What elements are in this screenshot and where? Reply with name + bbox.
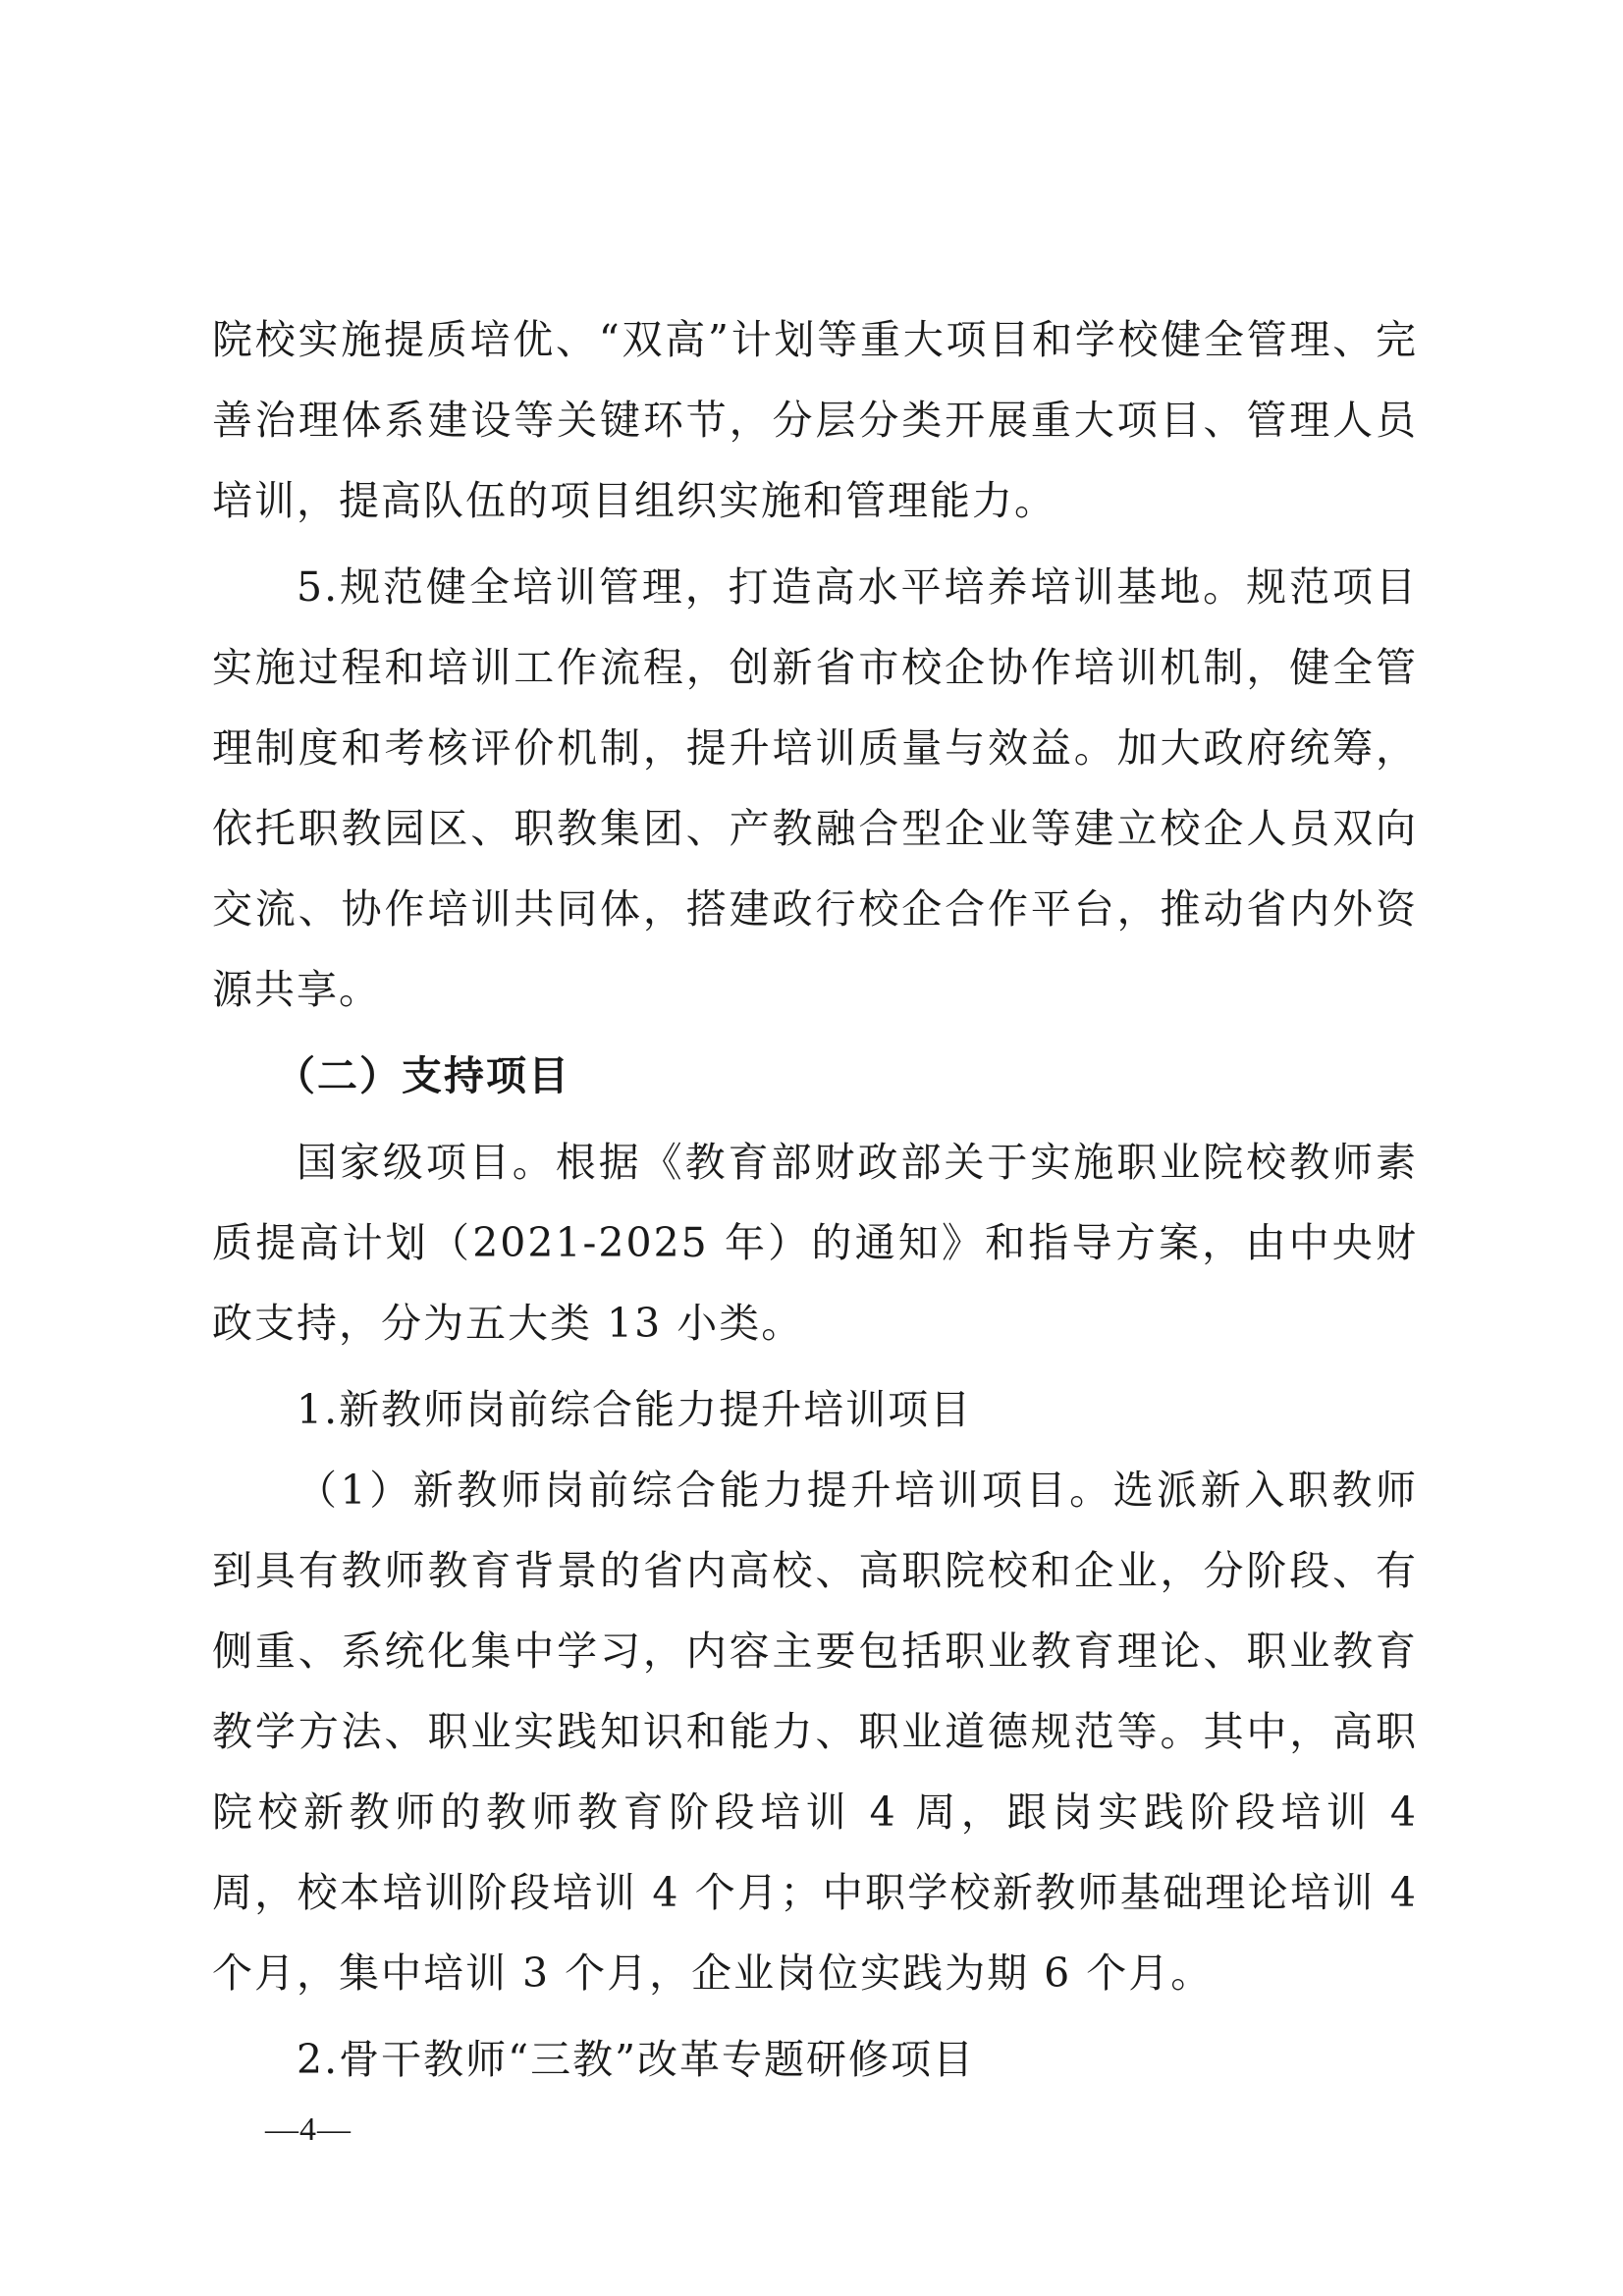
page-number: —4— — [265, 2111, 352, 2148]
item-2-title: 2.骨干教师“三教”改革专题研修项目 — [297, 2036, 976, 2083]
section-heading: （二）支持项目 — [275, 1052, 570, 1099]
paragraph-continuation: 院校实施提质培优、“双高”计划等重大项目和学校健全管理、完善治理体系建设等关键环节，分层分类开展重大项目、管理人员培训，提高队伍的项目组织实施和管理能力。 — [212, 316, 1418, 524]
item-1-title: 1.新教师岗前综合能力提升培训项目 — [297, 1386, 973, 1433]
item-1-subitem: （1）新教师岗前综合能力提升培训项目。选派新入职教师到具有教师教育背景的省内高校、高职院校和企业，分阶段、有侧重、系统化集中学习，内容主要包括职业教育理论、职业教育教学方法、职业实践知识和能力、职业道德规范等。其中，高职院校新教师的教师教育阶段培训 4 周，跟岗实践阶段培训 4 周，校本培训阶段培训 4 个月；中职学校新教师基础理论培训 4 个月，集中培训 3 个月，企业岗位实践为期 6 个月。 — [212, 1467, 1418, 1997]
paragraph-item-5: 5.规范健全培训管理，打造高水平培养培训基地。规范项目实施过程和培训工作流程，创新省市校企协作培训机制，健全管理制度和考核评价机制，提升培训质量与效益。加大政府统筹，依托职教园区、职教集团、产教融合型企业等建立校企人员双向交流、协作培训共同体，搭建政行校企合作平台，推动省内外资源共享。 — [212, 563, 1418, 1013]
document-body — [212, 299, 1418, 2100]
paragraph-national-projects: 国家级项目。根据《教育部财政部关于实施职业院校教师素质提高计划（2021-2025 年）的通知》和指导方案，由中央财政支持，分为五大类 13 小类。 — [212, 1139, 1418, 1347]
